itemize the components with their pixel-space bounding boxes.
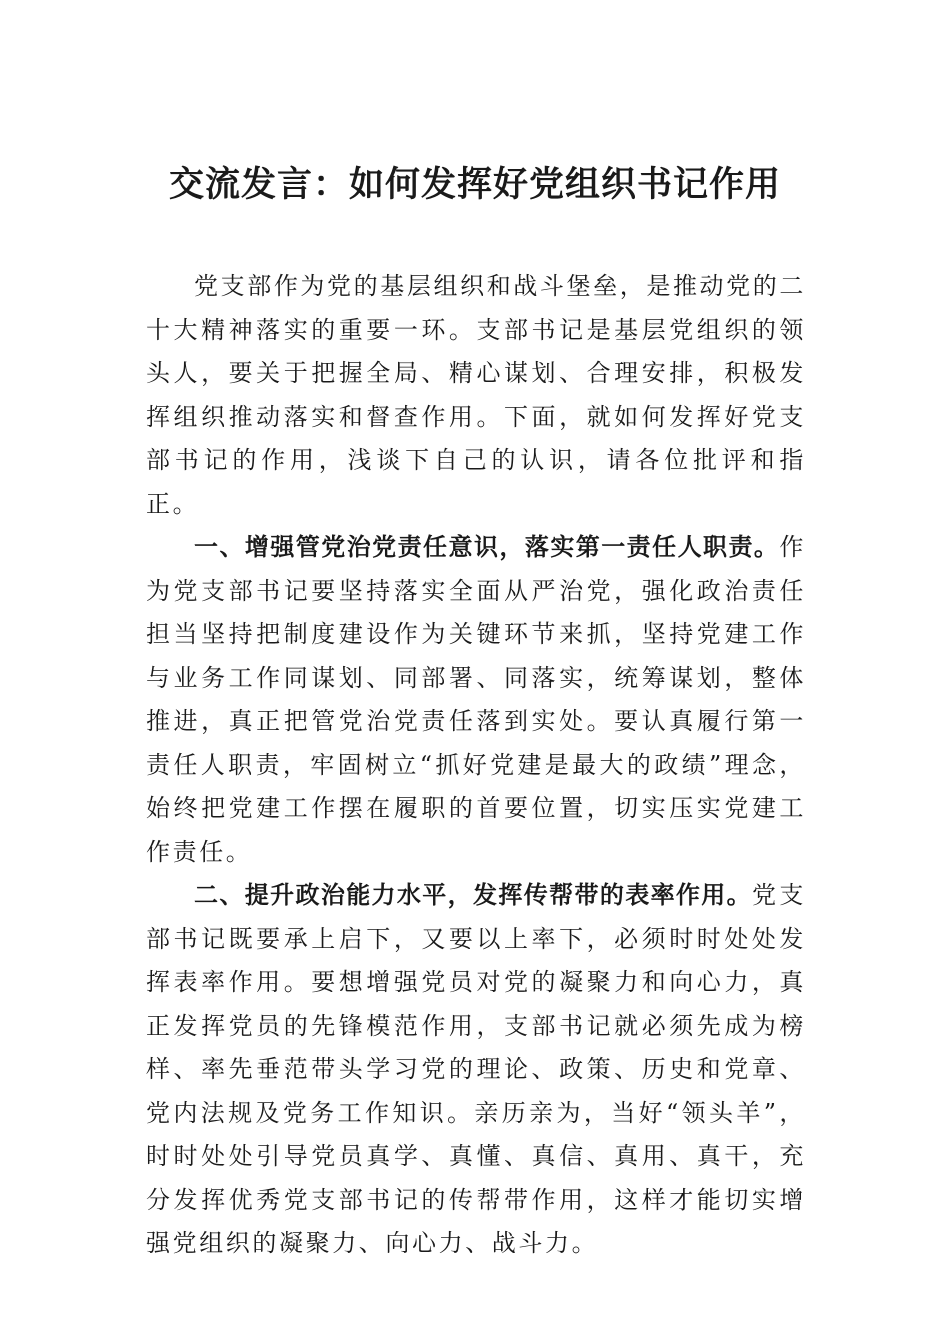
section-paragraph-2	[146, 874, 806, 1266]
document-body	[146, 265, 806, 1266]
intro-paragraph: 党支部作为党的基层组织和战斗堡垒，是推动党的二十大精神落实的重要一环。支部书记是基层党组织的领头人，要关于把握全局、精心谋划、合理安排，积极发挥组织推动落实和督查作用。下面，就如何发挥好党支部书记的作用，浅谈下自己的认识，请各位批评和指正。	[146, 272, 806, 518]
document-title: 交流发言：如何发挥好党组织书记作用	[168, 164, 781, 205]
section-body-2: 党支部书记既要承上启下，又要以上率下，必须时时处处发挥表率作用。要想增强党员对党的凝聚力和向心力，真正发挥党员的先锋模范作用，支部书记就必须先成为榜样、率先垂范带头学习党的理论、政策、历史和党章、党内法规及党务工作知识。亲历亲为，当好“领头羊”，时时处处引导党员真学、真懂、真信、真用、真干，充分发挥优秀党支部书记的传帮带作用，这样才能切实增强党组织的凝聚力、向心力、战斗力。	[146, 881, 806, 1257]
section-heading-1: 一、增强管党治党责任意识，落实第一责任人职责。	[194, 533, 780, 561]
section-paragraph-1	[146, 526, 806, 874]
section-body-1: 作为党支部书记要坚持落实全面从严治党，强化政治责任担当坚持把制度建设作为关键环节来抓，坚持党建工作与业务工作同谋划、同部署、同落实，统筹谋划，整体推进，真正把管党治党责任落到实处。要认真履行第一责任人职责，牢固树立“抓好党建是最大的政绩”理念，始终把党建工作摆在履职的首要位置，切实压实党建工作责任。	[146, 533, 806, 866]
section-heading-2: 二、提升政治能力水平，发挥传帮带的表率作用。	[194, 881, 753, 909]
